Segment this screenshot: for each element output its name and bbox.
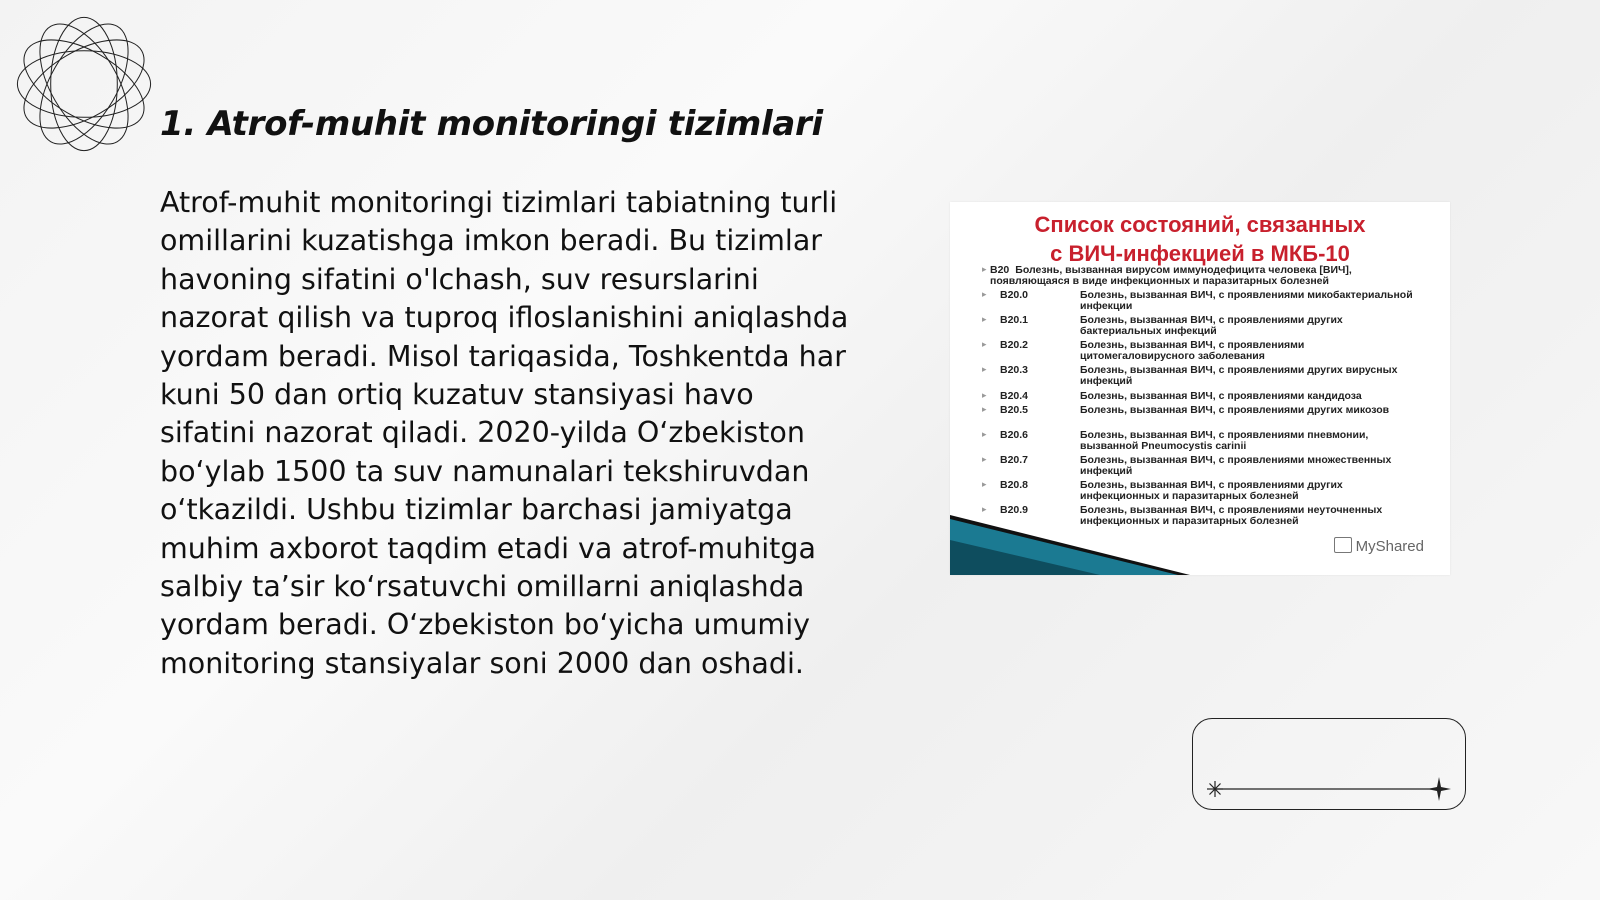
starburst-icon [1207,781,1223,797]
main-code-text: Болезнь, вызванная вирусом иммунодефицита человека [ВИЧ], появляющаяся в виде инфекционных и паразитарных болезней [990,264,1352,287]
row-description: Болезнь, вызванная ВИЧ, с проявлениями других микозов [1080,404,1390,416]
row-description: Болезнь, вызванная ВИЧ, с проявлениями пневмонии, вызванной Pneumocystis carinii [1080,429,1369,452]
four-point-star-icon [1427,777,1451,801]
row-description: Болезнь, вызванная ВИЧ, с проявлениями других вирусных инфекций [1080,364,1398,387]
row-description: Болезнь, вызванная ВИЧ, с проявлениями множественных инфекций [1080,454,1392,477]
row-code: B20.2 [1000,339,1029,351]
bullet-icon: ▸ [982,505,987,515]
row-description: Болезнь, вызванная ВИЧ, с проявлениями микобактериальной инфекции [1080,289,1413,312]
decorative-frame [1192,718,1466,810]
bullet-icon: ▸ [982,315,987,325]
slide-title: 1. Atrof-muhit monitoringi tizimlari [160,104,823,144]
row-description: Болезнь, вызванная ВИЧ, с проявлениями кандидоза [1080,390,1362,402]
row-description: Болезнь, вызванная ВИЧ, с проявлениями неуточненных инфекционных и паразитарных болезней [1080,504,1383,527]
row-code: B20.0 [1000,289,1029,301]
row-description: Болезнь, вызванная ВИЧ, с проявлениями других бактериальных инфекций [1080,314,1343,337]
row-code: B20.9 [1000,504,1029,516]
embedded-title-line-2: с ВИЧ-инфекцией в МКБ-10 [1050,241,1350,266]
row-description: Болезнь, вызванная ВИЧ, с проявлениями других инфекционных и паразитарных болезней [1080,479,1343,502]
bullet-icon: ▸ [982,391,987,401]
bullet-icon: ▸ [982,405,987,415]
row-description: Болезнь, вызванная ВИЧ, с проявлениями цитомегаловирусного заболевания [1080,339,1305,362]
embedded-image-title [950,210,1450,268]
row-code: B20.6 [1000,429,1029,441]
spirograph-logo-icon [10,10,158,158]
bullet-icon: ▸ [982,340,987,350]
row-code: B20.7 [1000,454,1029,466]
bullet-icon: ▸ [982,430,987,440]
row-code: B20.5 [1000,404,1029,416]
bullet-icon: ▸ [982,265,987,275]
main-code: B20 [990,264,1010,276]
embedded-title-line-1: Список состояний, связанных [1034,212,1366,237]
main-code-row [990,265,1430,287]
row-code: B20.3 [1000,364,1029,376]
myshared-watermark: MyShared [1334,537,1424,555]
bullet-icon: ▸ [982,480,987,490]
bullet-icon: ▸ [982,455,987,465]
embedded-slide-image [950,202,1450,575]
bullet-icon: ▸ [982,365,987,375]
myshared-logo-icon [1334,537,1352,553]
row-code: B20.1 [1000,314,1029,326]
row-code: B20.8 [1000,479,1029,491]
slide-body-text: Atrof-muhit monitoringi tizimlari tabiatning turli omillarini kuzatishga imkon beradi. Bu tizimlar havoning sifatini o'lchash, suv resurslarini nazorat qilish va tuproq ifloslanishini aniqlashda yordam beradi. Misol tariqasida, Toshkentda har kuni 50 dan ortiq kuzatuv stansiyasi havo sifatini nazorat qiladi. 2020-yilda O‘zbekiston bo‘ylab 1500 ta suv namunalari tekshiruvdan o‘tkazildi. Ushbu tizimlar barchasi jamiyatga muhim axborot taqdim etadi va atrof-muhitga salbiy ta’sir ko‘rsatuvchi omillarni aniqlashda yordam beradi. O‘zbekiston bo‘yicha umumiy monitoring stansiyalar soni 2000 dan oshadi. [160,186,849,680]
bullet-icon: ▸ [982,290,987,300]
row-code: B20.4 [1000,390,1029,402]
